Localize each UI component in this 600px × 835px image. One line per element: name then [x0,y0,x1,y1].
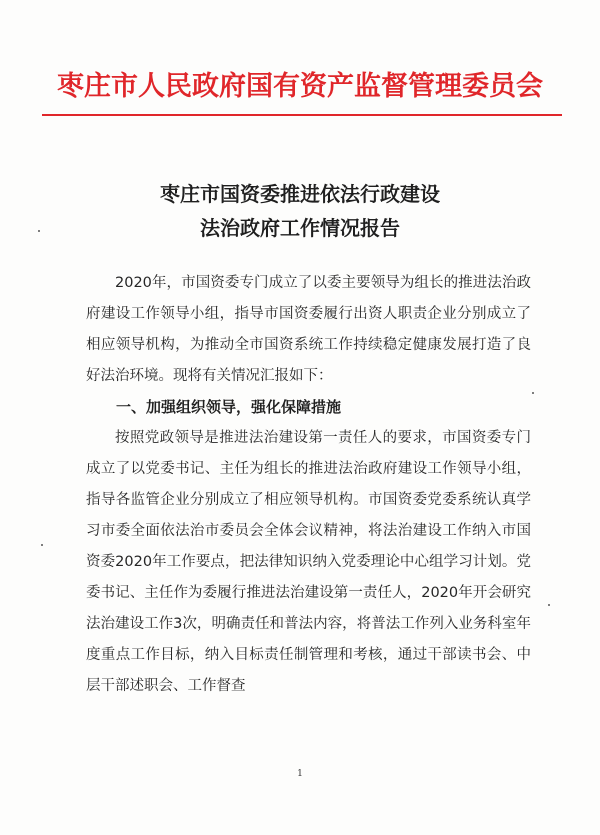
page-number: 1 [297,769,303,779]
section-1-paragraph-block [86,423,531,702]
scan-speck [41,544,43,546]
section-1-paragraph: 按照党政领导是推进法治建设第一责任人的要求，市国资委专门成立了以党委书记、主任为组长的推进法治政府建设工作领导小组，指导各监管企业分别成立了相应领导机构。市国资委党委系统认真学习市委全面依法治市委员会全体会议精神，将法治建设工作纳入市国资委2020年工作要点，把法律知识纳入党委理论中心组学习计划。党委书记、主任作为委履行推进法治建设第一责任人，2020年开会研究法治建设工作3次，明确责任和普法内容，将普法工作列入业务科室年度重点工作目标，纳入目标责任制管理和考核，通过干部读书会、中层干部述职会、工作督查 [86,430,531,694]
document-title-line-2: 法治政府工作情况报告 [200,216,400,240]
intro-paragraph-block [86,268,531,392]
masthead-red-rule [42,114,562,116]
section-heading-1: 一、加强组织领导，强化保障措施 [116,398,342,416]
scan-speck [548,604,550,606]
intro-paragraph: 2020年，市国资委专门成立了以委主要领导为组长的推进法治政府建设工作领导小组，指导市国资委履行出资人职责企业分别成立了相应领导机构，为推动全市国资系统工作持续稳定健康发展打造了良好法治环境。现将有关情况汇报如下： [86,275,531,384]
scan-speck [532,392,534,394]
document-title-line-1: 枣庄市国资委推进依法行政建设 [160,182,440,206]
scan-speck [38,230,40,232]
masthead-title: 枣庄市人民政府国有资产监督管理委员会 [57,71,543,102]
